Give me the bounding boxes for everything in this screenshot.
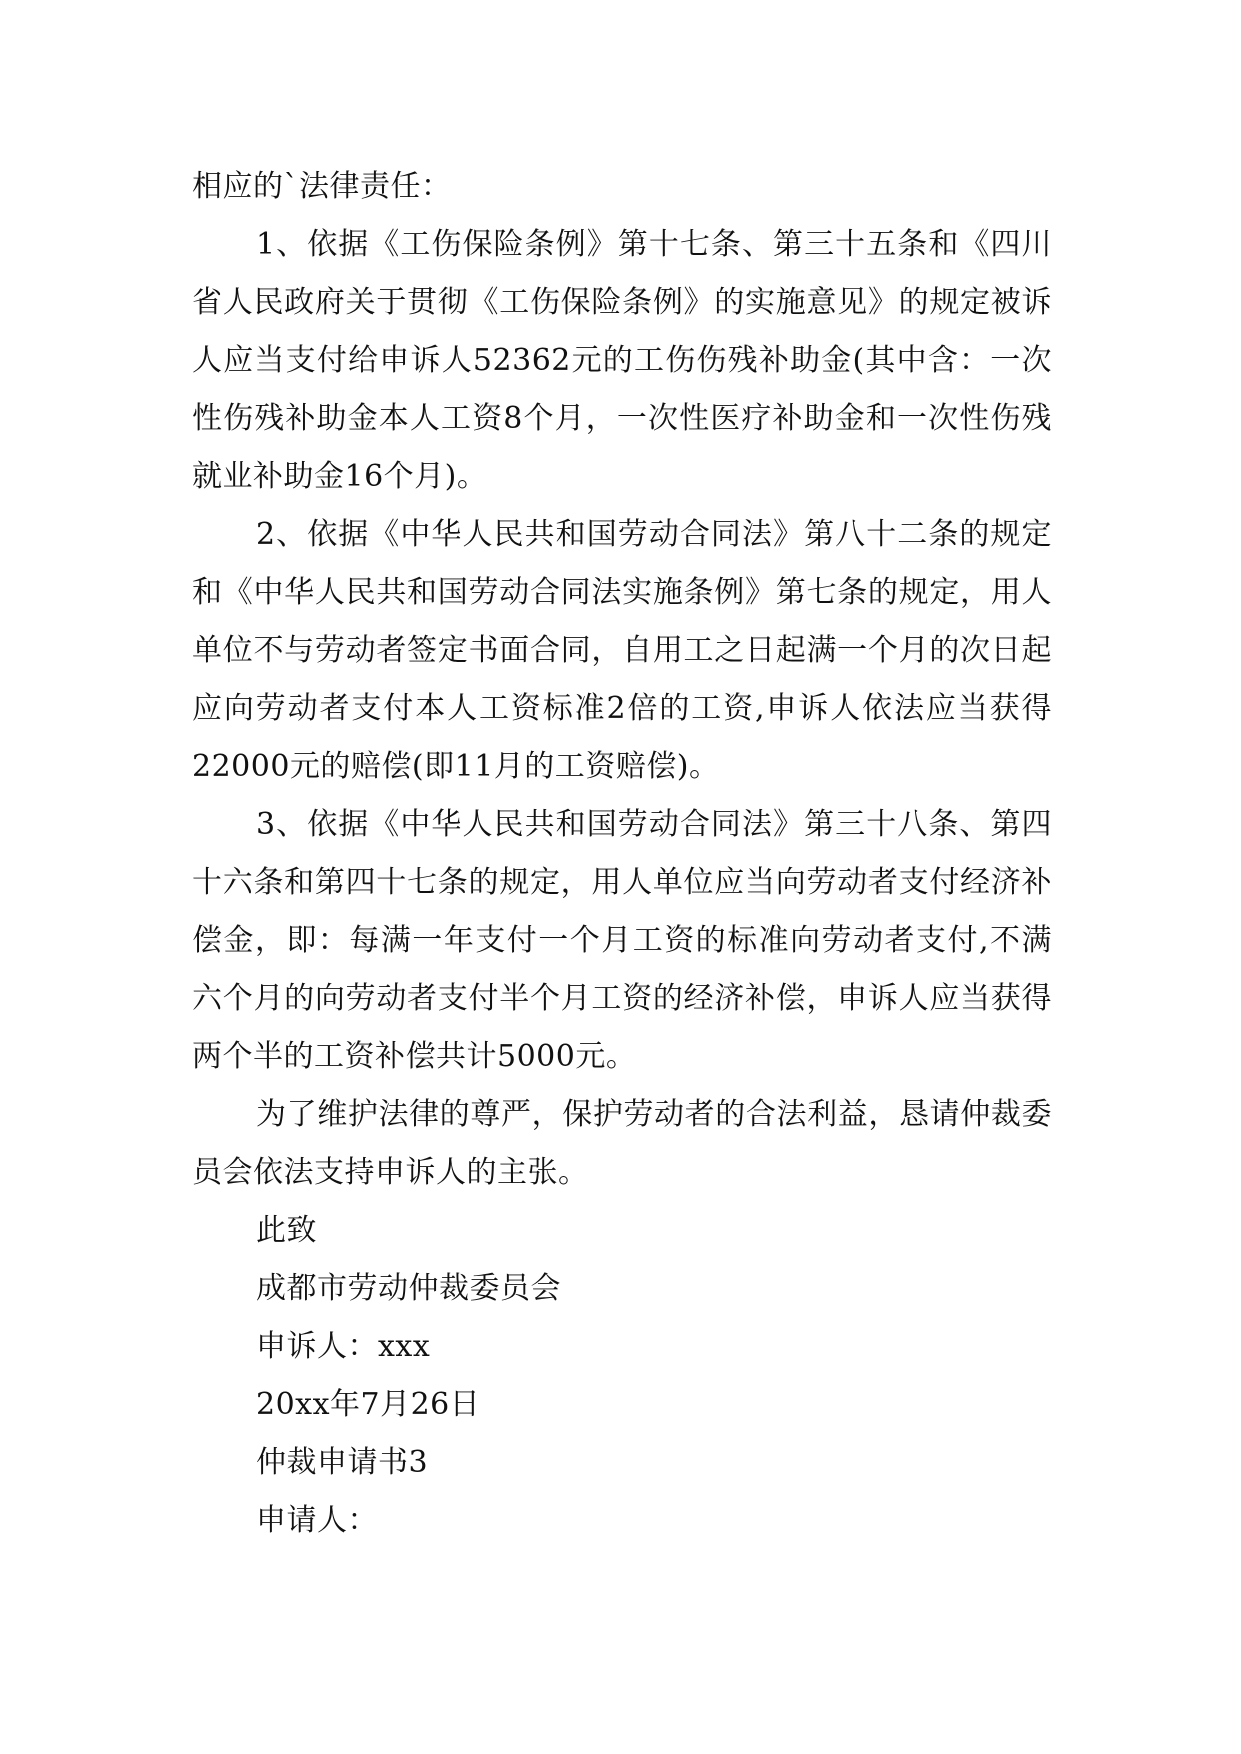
next-document-applicant: 申请人： (256, 1503, 378, 1538)
closing-signer: 申诉人：xxx (256, 1329, 431, 1364)
document-body (192, 158, 1052, 1550)
closing-date: 20xx年7月26日 (256, 1387, 481, 1422)
paragraph-liability-intro: 相应的`法律责任： (192, 169, 452, 204)
closing-salutation: 此致 (256, 1213, 317, 1248)
paragraph-request: 为了维护法律的尊严，保护劳动者的合法利益，恳请仲裁委员会依法支持申诉人的主张。 (192, 1097, 1052, 1190)
next-document-title: 仲裁申请书3 (256, 1445, 429, 1480)
closing-recipient: 成都市劳动仲裁委员会 (256, 1271, 561, 1306)
paragraph-claim-1: 1、依据《工伤保险条例》第十七条、第三十五条和《四川省人民政府关于贯彻《工伤保险条例》的实施意见》的规定被诉人应当支付给申诉人52362元的工伤伤残补助金(其中含：一次性伤残补助金本人工资8个月，一次性医疗补助金和一次性伤残就业补助金16个月)。 (192, 227, 1052, 494)
paragraph-claim-2: 2、依据《中华人民共和国劳动合同法》第八十二条的规定和《中华人民共和国劳动合同法实施条例》第七条的规定，用人单位不与劳动者签定书面合同，自用工之日起满一个月的次日起应向劳动者支付本人工资标准2倍的工资,申诉人依法应当获得22000元的赔偿(即11月的工资赔偿)。 (192, 517, 1052, 784)
paragraph-claim-3: 3、依据《中华人民共和国劳动合同法》第三十八条、第四十六条和第四十七条的规定，用人单位应当向劳动者支付经济补偿金，即：每满一年支付一个月工资的标准向劳动者支付,不满六个月的向劳动者支付半个月工资的经济补偿，申诉人应当获得两个半的工资补偿共计5000元。 (192, 807, 1052, 1074)
